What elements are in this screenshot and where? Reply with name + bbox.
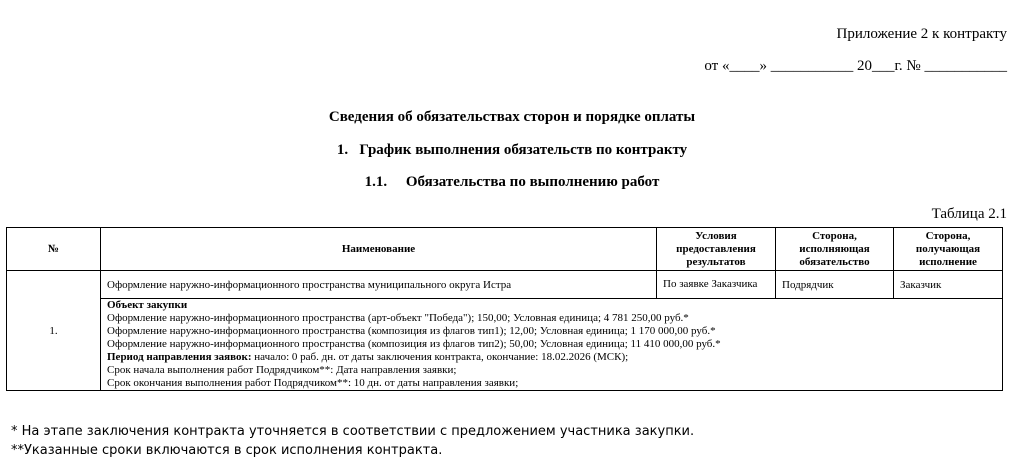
period-text: начало: 0 раб. дн. от даты заключения контракта, окончание: 18.02.2026 (МСК); bbox=[251, 351, 629, 363]
header-name: Наименование bbox=[101, 228, 657, 271]
document-title: Сведения об обязательствах сторон и порядке оплаты bbox=[328, 109, 696, 125]
header-receiver: Сторона, получающая исполнение bbox=[894, 228, 1003, 271]
object-item-3: Оформление наружно-информационного пространства (композиция из флагов тип2); 50,00; Условная единица; 11 410 000,00 руб.* bbox=[107, 338, 721, 350]
table-row bbox=[7, 271, 1003, 299]
row-name: Оформление наружно-информационного пространства муниципального округа Истра bbox=[101, 271, 657, 299]
obligations-table bbox=[6, 227, 1003, 391]
header-performer: Сторона, исполняющая обязательство bbox=[776, 228, 894, 271]
footnote-1: * На этапе заключения контракта уточняется в соответствии с предложением участника закупки. bbox=[11, 424, 695, 439]
table-caption: Таблица 2.1 bbox=[931, 206, 1007, 222]
object-title: Объект закупки bbox=[107, 299, 188, 311]
table-header-row bbox=[7, 228, 1003, 271]
row-receiver: Заказчик bbox=[894, 271, 1003, 299]
section-heading-1-1: 1.1. Обязательства по выполнению работ bbox=[364, 174, 660, 190]
application-period bbox=[107, 351, 996, 364]
end-term: Срок окончания выполнения работ Подрядчиком**: 10 дн. от даты направления заявки; bbox=[107, 377, 519, 389]
period-label: Период направления заявок: bbox=[107, 351, 252, 363]
table-details-row bbox=[7, 299, 1003, 391]
row-conditions: По заявке Заказчика bbox=[657, 271, 776, 299]
header-num: № bbox=[7, 228, 101, 271]
footnote-2: **Указанные сроки включаются в срок исполнения контракта. bbox=[11, 443, 443, 458]
header-conditions: Условия предоставления результатов bbox=[657, 228, 776, 271]
row-performer: Подрядчик bbox=[776, 271, 894, 299]
contract-reference-line: от «____» ___________ 20___г. № ___________ bbox=[704, 58, 1007, 74]
object-item-2: Оформление наружно-информационного пространства (композиция из флагов тип1); 12,00; Условная единица; 1 170 000,00 руб.* bbox=[107, 325, 716, 337]
start-term: Срок начала выполнения работ Подрядчиком**: Дата направления заявки; bbox=[107, 364, 457, 376]
row-details bbox=[101, 299, 1003, 391]
object-item-1: Оформление наружно-информационного пространства (арт-объект "Победа"); 150,00; Условная единица; 4 781 250,00 руб.* bbox=[107, 312, 689, 324]
row-number: 1. bbox=[7, 271, 101, 391]
annex-title: Приложение 2 к контракту bbox=[836, 26, 1007, 42]
section-heading-1: 1. График выполнения обязательств по контракту bbox=[336, 142, 688, 158]
